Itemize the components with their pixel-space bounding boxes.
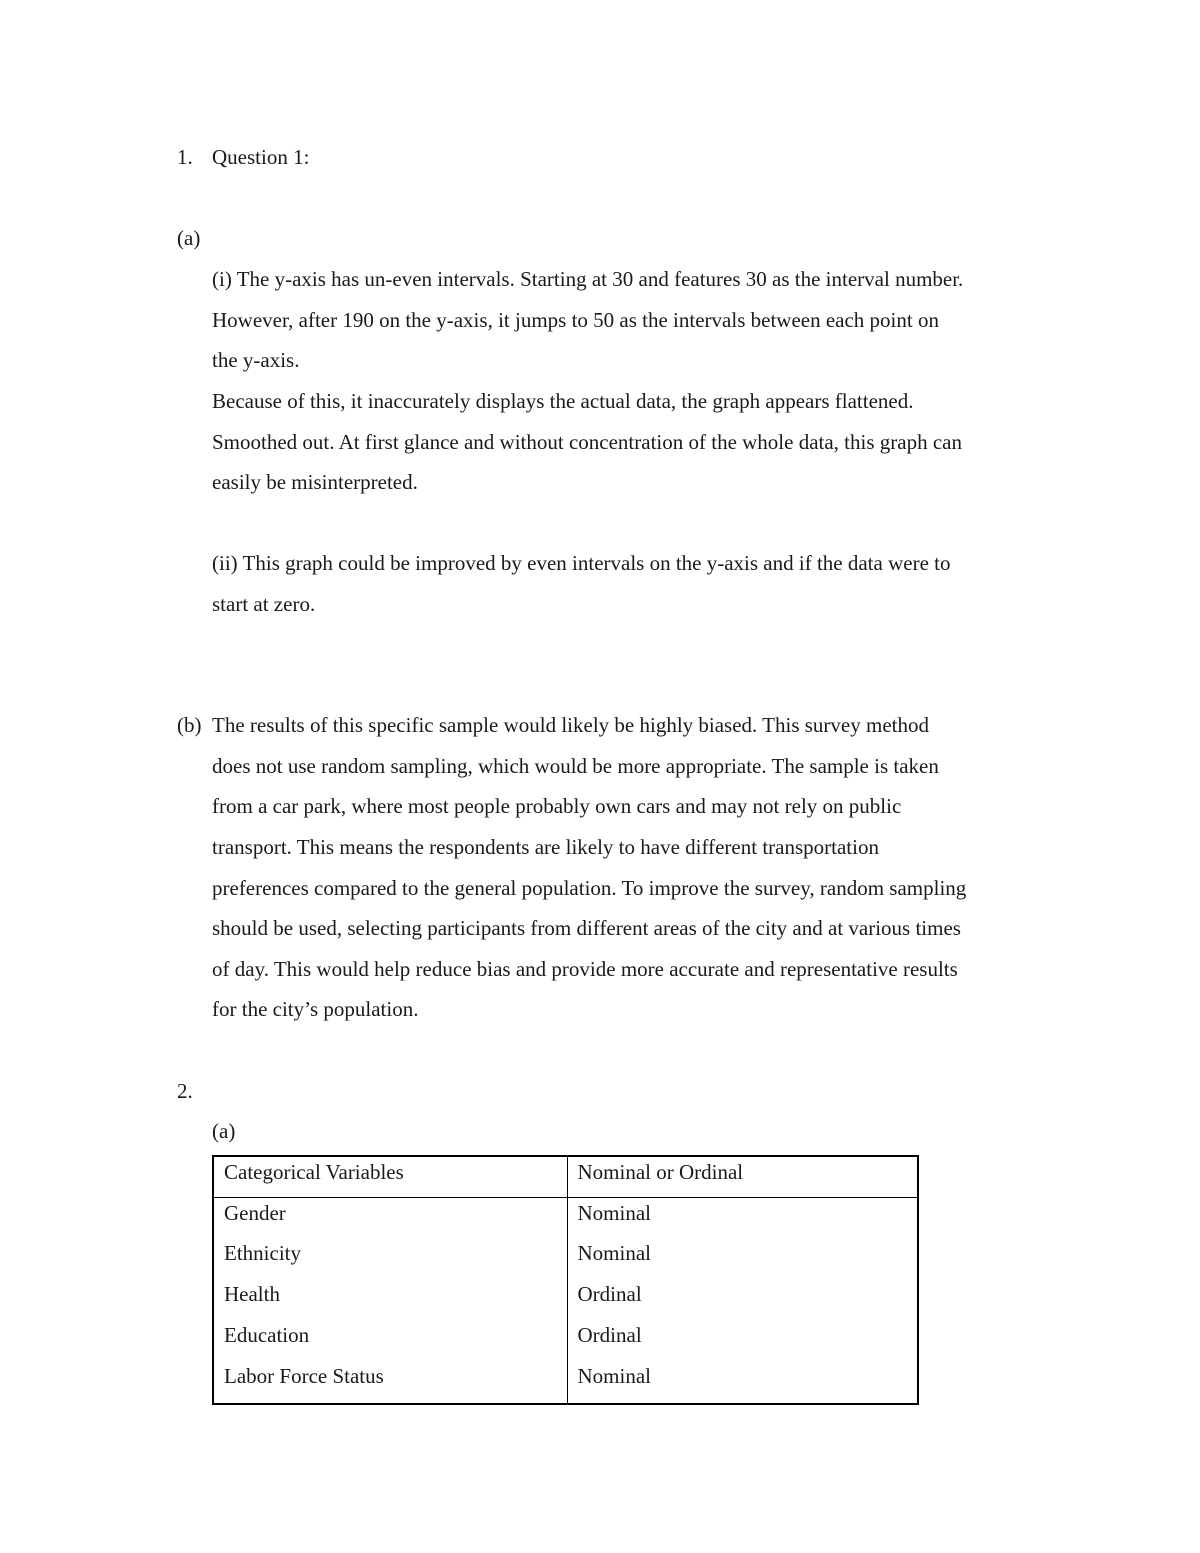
table-cell-variable: Ethnicity <box>213 1238 567 1279</box>
part-a-i-line: Because of this, it inaccurately displays the actual data, the graph appears flattened. <box>212 389 914 413</box>
question-1-number: 1. <box>177 145 193 169</box>
part-b-line: The results of this specific sample would likely be highly biased. This survey method <box>212 713 929 737</box>
table-cell-type: Nominal <box>577 1241 651 1265</box>
part-a-ii-line: start at zero. <box>212 592 316 616</box>
categorical-variables-table <box>212 1155 919 1405</box>
part-b-line: for the city’s population. <box>212 997 419 1021</box>
part-a-i-line: the y-axis. <box>212 348 300 372</box>
table-row <box>213 1238 918 1279</box>
table-row <box>213 1279 918 1320</box>
part-a-ii-line: (ii) This graph could be improved by even intervals on the y-axis and if the data were to <box>212 551 951 575</box>
table-row <box>213 1320 918 1361</box>
table-header-cell: Categorical Variables <box>213 1156 567 1197</box>
question-2-part-a-label: (a) <box>212 1119 236 1143</box>
part-b-line: of day. This would help reduce bias and provide more accurate and representative results <box>212 957 958 981</box>
question-1-part-a-label: (a) <box>177 226 201 250</box>
part-b-line: from a car park, where most people probably own cars and may not rely on public <box>212 794 902 818</box>
part-a-i-line: (i) The y-axis has un-even intervals. Starting at 30 and features 30 as the interval number. <box>212 267 964 291</box>
table-cell-variable: Labor Force Status <box>213 1361 567 1404</box>
table-header-row <box>213 1156 918 1197</box>
table-cell-type: Nominal <box>577 1200 651 1225</box>
table-row <box>213 1197 918 1238</box>
part-b-line: transport. This means the respondents are likely to have different transportation <box>212 835 879 859</box>
table-header-cell: Nominal or Ordinal <box>567 1156 918 1197</box>
part-b-line: should be used, selecting participants from different areas of the city and at various times <box>212 916 961 940</box>
table-cell-type: Ordinal <box>577 1282 642 1306</box>
table-cell-variable: Education <box>213 1320 567 1361</box>
part-b-line: does not use random sampling, which would be more appropriate. The sample is taken <box>212 754 939 778</box>
table-cell-variable: Gender <box>213 1197 567 1238</box>
table-cell-type: Ordinal <box>577 1323 642 1347</box>
table-cell-type: Nominal <box>577 1364 651 1388</box>
question-1-part-b-label: (b) <box>177 713 202 737</box>
part-a-i-line: However, after 190 on the y-axis, it jumps to 50 as the intervals between each point on <box>212 308 939 332</box>
part-b-line: preferences compared to the general population. To improve the survey, random sampling <box>212 876 967 900</box>
part-a-i-line: Smoothed out. At first glance and without concentration of the whole data, this graph can <box>212 430 962 454</box>
table-cell-variable: Health <box>213 1279 567 1320</box>
part-a-i-line: easily be misinterpreted. <box>212 470 418 494</box>
question-1-title: Question 1: <box>212 145 310 169</box>
question-2-number: 2. <box>177 1079 193 1103</box>
table-row <box>213 1361 918 1404</box>
